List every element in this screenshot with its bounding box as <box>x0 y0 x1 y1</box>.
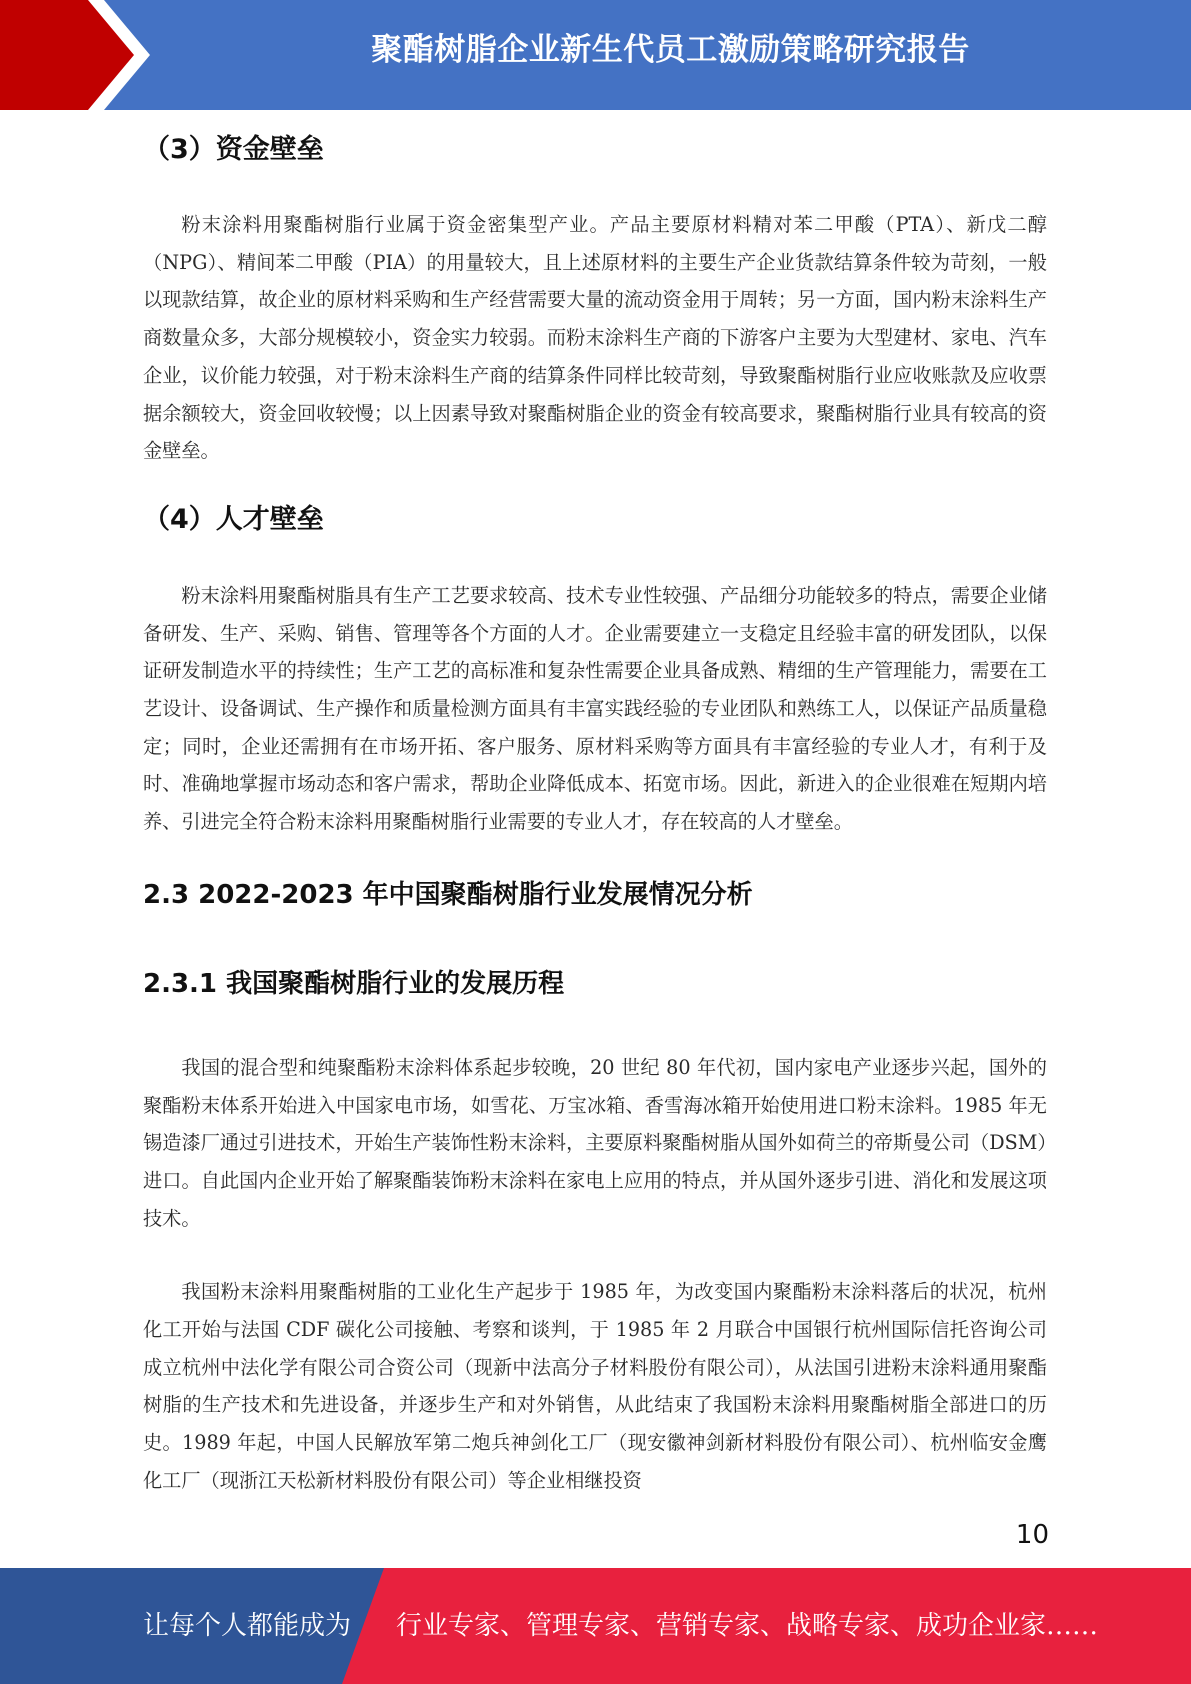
page-number: 10 <box>1015 1520 1049 1550</box>
paragraph-talent-barrier: 粉末涂料用聚酯树脂具有生产工艺要求较高、技术专业性较强、产品细分功能较多的特点，需要企业储备研发、生产、采购、销售、管理等各个方面的人才。企业需要建立一支稳定且经验丰富的研发团队，以保证研发制造水平的持续性；生产工艺的高标准和复杂性需要企业具备成熟、精细的生产管理能力，需要在工艺设计、设备调试、生产操作和质量检测方面具有丰富实践经验的专业团队和熟练工人，以保证产品质量稳定；同时，企业还需拥有在市场开拓、客户服务、原材料采购等方面具有丰富经验的专业人才，有利于及时、准确地掌握市场动态和客户需求，帮助企业降低成本、拓宽市场。因此，新进入的企业很难在短期内培养、引进完全符合粉末涂料用聚酯树脂行业需要的专业人才，存在较高的人才壁垒。 <box>143 583 1047 834</box>
paragraph-history-2: 我国粉末涂料用聚酯树脂的工业化生产起步于 1985 年，为改变国内聚酯粉末涂料落后的状况，杭州化工开始与法国 CDF 碳化公司接触、考察和谈判，于 1985 年 2 月联合中国银行杭州国际信托咨询公司成立杭州中法化学有限公司合资公司（现新中法高分子材料股份有限公司），从法国引进粉末涂料通用聚酯树脂的生产技术和先进设备，并逐步生产和对外销售，从此结束了我国粉末涂料用聚酯树脂全部进口的历史。1989 年起，中国人民解放军第二炮兵神剑化工厂（现安徽神剑新材料股份有限公司）、杭州临安金鹰化工厂（现浙江天松新材料股份有限公司）等企业相继投资 <box>143 1280 1047 1492</box>
paragraph-history-1: 我国的混合型和纯聚酯粉末涂料体系起步较晚，20 世纪 80 年代初，国内家电产业逐步兴起，国外的聚酯粉末体系开始进入中国家电市场，如雪花、万宝冰箱、香雪海冰箱开始使用进口粉末涂料。1985 年无锡造漆厂通过引进技术，开始生产装饰性粉末涂料，主要原料聚酯树脂从国外如荷兰的帝斯曼公司（DSM）进口。自此国内企业开始了解聚酯装饰粉末涂料在家电上应用的特点，并从国外逐步引进、消化和发展这项技术。 <box>143 1055 1047 1230</box>
heading-talent-barrier: （4）人才壁垒 <box>143 503 324 535</box>
section-heading-2-3-1: 2.3.1 我国聚酯树脂行业的发展历程 <box>143 968 565 999</box>
footer-slogan-left: 让每个人都能成为 <box>143 1611 352 1641</box>
heading-capital-barrier: （3）资金壁垒 <box>143 134 324 165</box>
section-heading-2-3: 2.3 2022-2023 年中国聚酯树脂行业发展情况分析 <box>143 879 753 910</box>
footer-slogan-right: 行业专家、管理专家、营销专家、战略专家、成功企业家…… <box>396 1611 1099 1641</box>
paragraph-capital-barrier: 粉末涂料用聚酯树脂行业属于资金密集型产业。产品主要原材料精对苯二甲酸（PTA）、新戊二醇（NPG）、精间苯二甲酸（PIA）的用量较大，且上述原材料的主要生产企业货款结算条件较为苛刻，一般以现款结算，故企业的原材料采购和生产经营需要大量的流动资金用于周转；另一方面，国内粉末涂料生产商数量众多，大部分规模较小，资金实力较弱。而粉末涂料生产商的下游客户主要为大型建材、家电、汽车企业，议价能力较强，对于粉末涂料生产商的结算条件同样比较苛刻，导致聚酯树脂行业应收账款及应收票据余额较大，资金回收较慢；以上因素导致对聚酯树脂企业的资金有较高要求，聚酯树脂行业具有较高的资金壁垒。 <box>143 213 1047 463</box>
report-title: 聚酯树脂企业新生代员工激励策略研究报告 <box>371 32 970 68</box>
page-footer <box>0 1568 1191 1684</box>
page-content <box>143 130 1047 1500</box>
page-header <box>0 0 1191 110</box>
